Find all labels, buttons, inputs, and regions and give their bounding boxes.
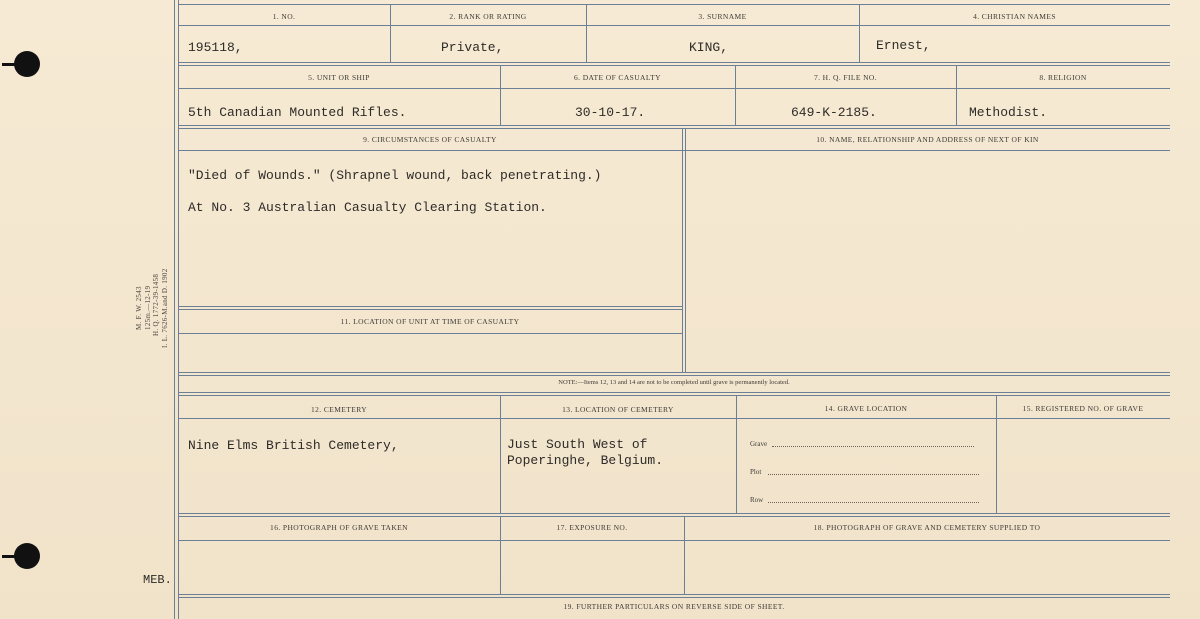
row2-top	[178, 62, 1170, 66]
value-religion: Methodist.	[969, 105, 1048, 120]
value-rank: Private,	[441, 40, 504, 55]
row3-sub	[178, 150, 1170, 151]
header-surname: 3. SURNAME	[698, 12, 747, 21]
value-date: 30-10-17.	[575, 105, 646, 120]
note-text: NOTE:—Items 12, 13 and 14 are not to be completed until grave is permanently located.	[558, 379, 790, 386]
row11-sub	[178, 333, 682, 334]
header-photo-taken: 16. PHOTOGRAPH OF GRAVE TAKEN	[270, 523, 408, 532]
header-religion: 8. RELIGION	[1039, 73, 1087, 82]
plot-label: Plot	[750, 468, 762, 476]
header-file: 7. H. Q. FILE NO.	[813, 73, 878, 82]
value-location-cemetery-line2: Poperinghe, Belgium.	[507, 453, 664, 468]
value-file: 649-K-2185.	[791, 105, 877, 120]
header-next-of-kin: 10. NAME, RELATIONSHIP AND ADDRESS OF NEXT OF KIN	[816, 135, 1039, 144]
row3-div1	[682, 128, 683, 372]
form-print-line-1: M. F. W. 2543	[135, 286, 143, 330]
row3-div1b	[685, 128, 686, 372]
form-print-line-3: H. Q. 1772-39-1458	[152, 273, 160, 336]
row1-sub	[178, 25, 1170, 26]
value-location-cemetery-line1: Just South West of	[507, 437, 648, 452]
value-christian: Ernest,	[876, 38, 931, 53]
row5-top	[178, 513, 1170, 517]
row1-top	[178, 4, 1170, 5]
note-top	[178, 372, 1170, 376]
header-date: 6. DATE OF CASUALTY	[574, 73, 661, 82]
header-exposure: 17. EXPOSURE NO.	[556, 523, 628, 532]
row-dots	[768, 502, 979, 503]
value-circumstances-line1: "Died of Wounds." (Shrapnel wound, back penetrating.)	[188, 168, 602, 183]
value-surname: KING,	[689, 40, 729, 55]
footer-top	[178, 594, 1170, 598]
row5-sub	[178, 540, 1170, 541]
row-label: Row	[750, 496, 764, 504]
row2-sub	[178, 88, 1170, 89]
grave-dots	[772, 446, 974, 447]
header-rank: 2. RANK OR RATING	[449, 12, 527, 21]
row11-top	[178, 306, 682, 310]
header-photo-supplied: 18. PHOTOGRAPH OF GRAVE AND CEMETERY SUPPLIED TO	[813, 523, 1041, 532]
footer-further: 19. FURTHER PARTICULARS ON REVERSE SIDE OF SHEET.	[563, 602, 785, 611]
plot-dots	[768, 474, 979, 475]
value-cemetery: Nine Elms British Cemetery,	[188, 438, 399, 453]
header-christian: 4. CHRISTIAN NAMES	[973, 12, 1056, 21]
row4-sub	[178, 418, 1170, 419]
header-location-cemetery: 13. LOCATION OF CEMETERY	[562, 405, 674, 414]
form-print-line-2: 125m.—12-19	[144, 285, 152, 330]
row4-top	[178, 392, 1170, 396]
row3-top	[178, 125, 1170, 129]
header-grave-location: 14. GRAVE LOCATION	[824, 404, 908, 413]
value-no: 195118,	[188, 40, 243, 55]
binder-hole-bottom-tail	[2, 555, 20, 558]
header-no: 1. NO.	[272, 12, 296, 21]
header-cemetery: 12. CEMETERY	[310, 405, 368, 414]
value-circumstances-line2: At No. 3 Australian Casualty Clearing Station.	[188, 200, 547, 215]
value-unit: 5th Canadian Mounted Rifles.	[188, 105, 407, 120]
form-print-line-4: I. L. 7626-M.and D. 1902	[161, 268, 169, 348]
clerk-initials: MEB.	[143, 573, 172, 587]
header-registered: 15. REGISTERED NO. OF GRAVE	[1022, 404, 1144, 413]
header-location-unit: 11. LOCATION OF UNIT AT TIME OF CASUALTY	[340, 317, 520, 326]
left-border	[174, 0, 175, 619]
grave-label: Grave	[750, 440, 768, 448]
header-circumstances: 9. CIRCUMSTANCES OF CASUALTY	[363, 135, 497, 144]
header-unit: 5. UNIT OR SHIP	[308, 73, 370, 82]
binder-hole-top-tail	[2, 63, 20, 66]
